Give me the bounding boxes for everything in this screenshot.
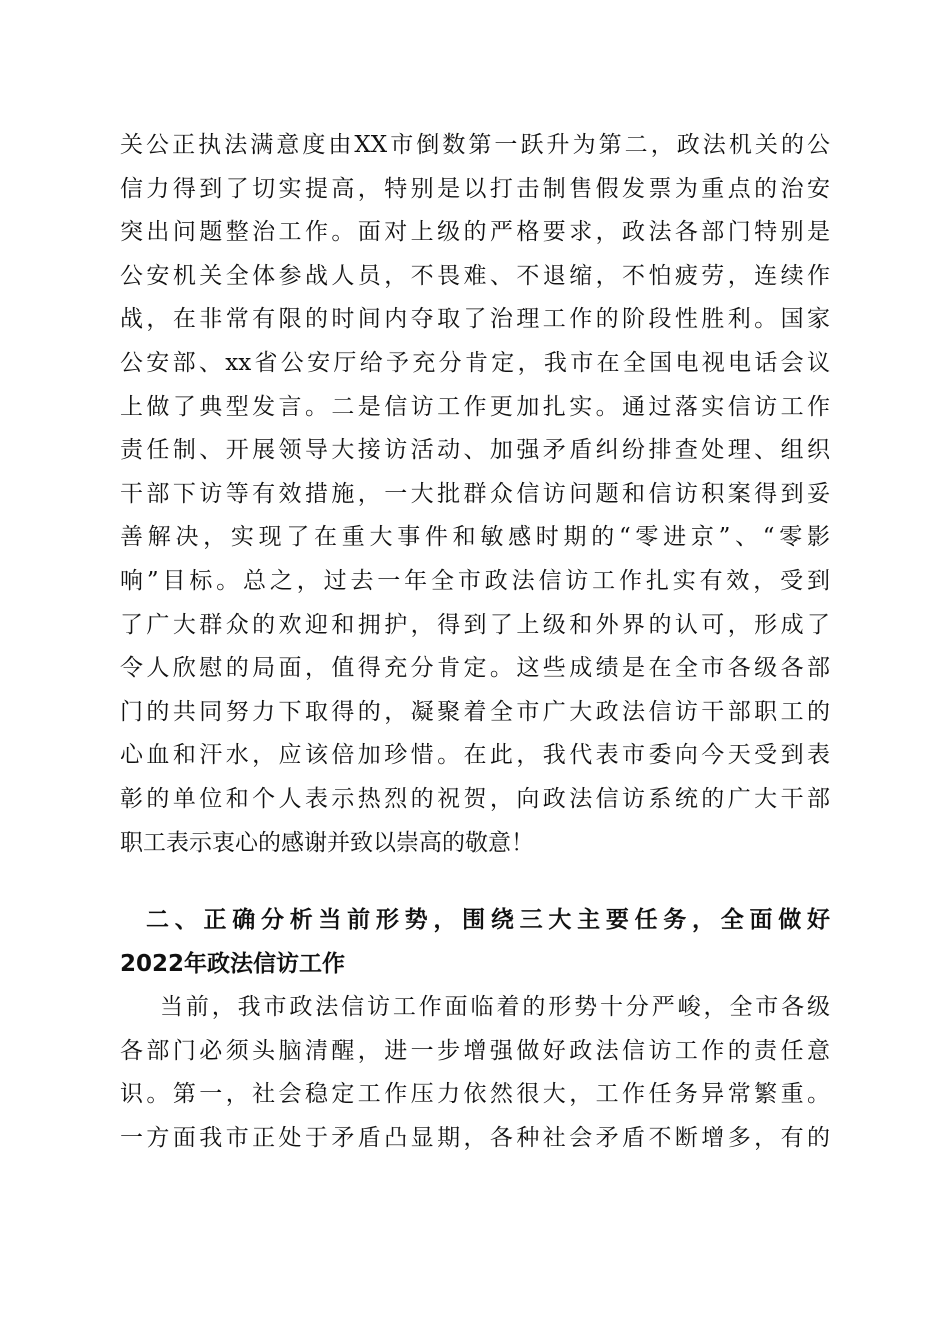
text-line: 门的共同努力下取得的，凝聚着全市广大政法信访干部职工的 <box>120 698 830 725</box>
text-line: 职工表示衷心的感谢并致以崇高的敬意！ <box>120 829 534 856</box>
text-line: 上做了典型发言。二是信访工作更加扎实。通过落实信访工作 <box>120 393 830 420</box>
heading-line: 2022年政法信访工作 <box>120 950 346 977</box>
text-line: 一方面我市正处于矛盾凸显期，各种社会矛盾不断增多，有的 <box>120 1124 830 1151</box>
body-paragraph-2 <box>120 986 830 1160</box>
text-line: 心血和汗水，应该倍加珍惜。在此，我代表市委向今天受到表 <box>120 742 830 769</box>
text-line: 突出问题整治工作。面对上级的严格要求，政法各部门特别是 <box>120 219 830 246</box>
text-line: 当前，我市政法信访工作面临着的形势十分严峻，全市各级 <box>160 994 830 1020</box>
text-line: 善解决，实现了在重大事件和敏感时期的“零进京”、“零影 <box>120 524 830 551</box>
text-line: 关公正执法满意度由XX市倒数第一跃升为第二，政法机关的公 <box>120 132 830 158</box>
text-line: 了广大群众的欢迎和拥护，得到了上级和外界的认可，形成了 <box>120 611 830 638</box>
text-line: 信力得到了切实提高，特别是以打击制售假发票为重点的治安 <box>120 175 830 202</box>
text-line: 响”目标。总之，过去一年全市政法信访工作扎实有效，受到 <box>120 567 830 594</box>
text-line: 公安机关全体参战人员，不畏难、不退缩，不怕疲劳，连续作 <box>120 262 830 289</box>
text-line: 公安部、xx省公安厅给予充分肯定，我市在全国电视电话会议 <box>120 349 830 376</box>
body-paragraph-1 <box>120 124 830 865</box>
text-line: 战，在非常有限的时间内夺取了治理工作的阶段性胜利。国家 <box>120 306 830 333</box>
text-line: 令人欣慰的局面，值得充分肯定。这些成绩是在全市各级各部 <box>120 655 830 682</box>
text-line: 各部门必须头脑清醒，进一步增强做好政法信访工作的责任意 <box>120 1037 830 1064</box>
text-line: 识。第一，社会稳定工作压力依然很大，工作任务异常繁重。 <box>120 1081 830 1108</box>
text-line: 责任制、开展领导大接访活动、加强矛盾纠纷排查处理、组织 <box>120 437 830 464</box>
text-line: 干部下访等有效措施，一大批群众信访问题和信访积案得到妥 <box>120 480 830 507</box>
text-line: 彰的单位和个人表示热烈的祝贺，向政法信访系统的广大干部 <box>120 785 830 812</box>
section-heading <box>120 899 830 986</box>
heading-line: 二、正确分析当前形势，围绕三大主要任务，全面做好 <box>146 907 830 933</box>
